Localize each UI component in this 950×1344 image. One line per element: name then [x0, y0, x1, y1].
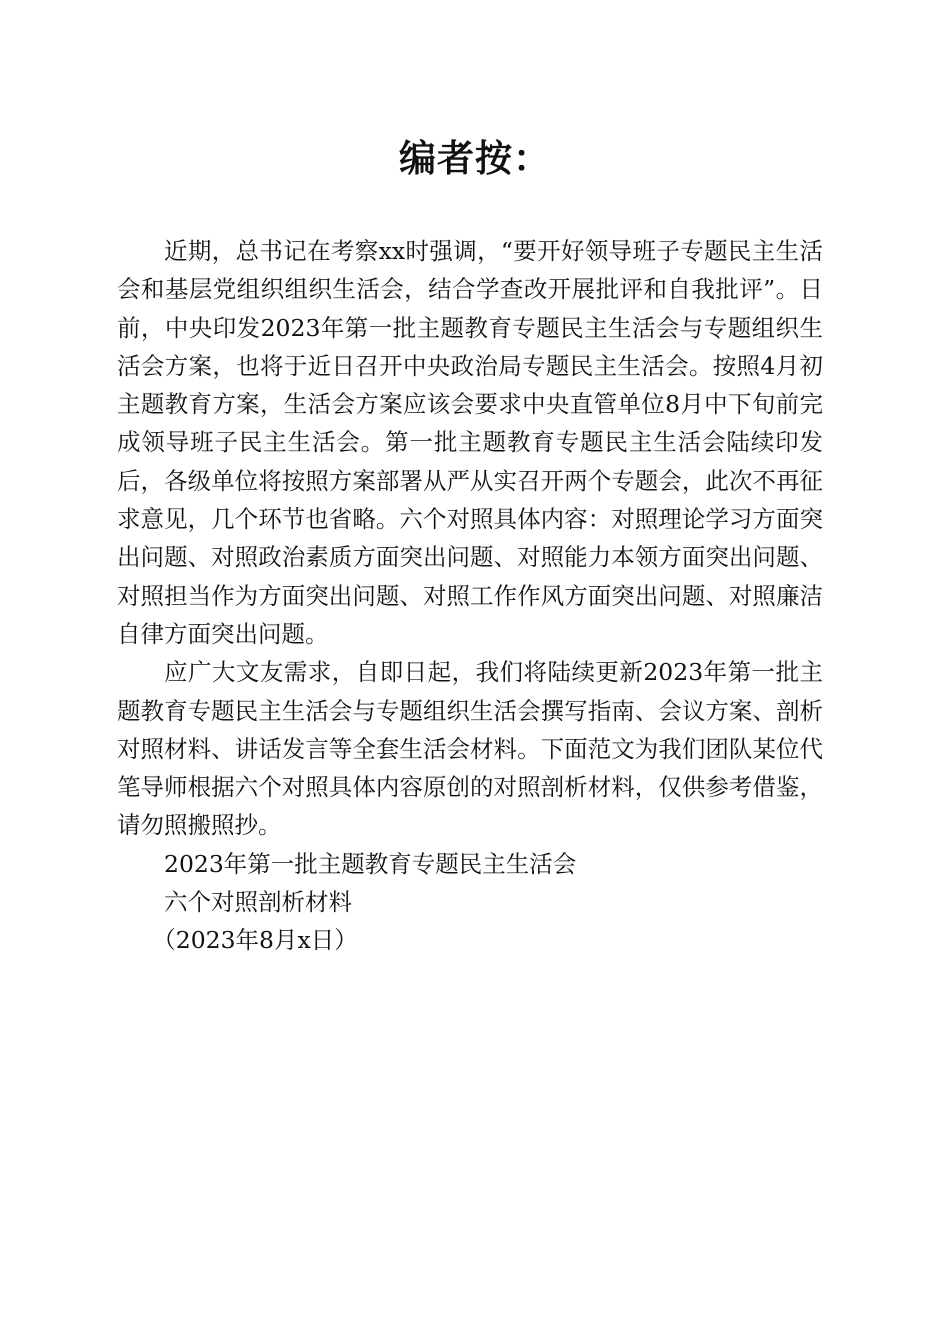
paragraph-notice: 应广大文友需求，自即日起，我们将陆续更新2023年第一批主题教育专题民主生活会与专题组织生活会撰写指南、会议方案、剖析对照材料、讲话发言等全套生活会材料。下面范文为我们团队某位代笔导师根据六个对照具体内容原创的对照剖析材料，仅供参考借鉴，请勿照搬照抄。 — [117, 658, 823, 840]
paragraph-intro: 近期，总书记在考察xx时强调，“要开好领导班子专题民主生活会和基层党组织组织生活会，结合学查改开展批评和自我批评”。日前，中央印发2023年第一批主题教育专题民主生活会与专题组织生活会方案，也将于近日召开中央政治局专题民主生活会。按照4月初主题教育方案，生活会方案应该会要求中央直管单位8月中下旬前完成领导班子民主生活会。第一批主题教育专题民主生活会陆续印发后，各级单位将按照方案部署从严从实召开两个专题会，此次不再征求意见，几个环节也省略。六个对照具体内容：对照理论学习方面突出问题、对照政治素质方面突出问题、对照能力本领方面突出问题、对照担当作为方面突出问题、对照工作作风方面突出问题、对照廉洁自律方面突出问题。 — [117, 237, 823, 648]
material-heading-line-1: 2023年第一批主题教育专题民主生活会 — [164, 849, 577, 878]
document-body — [117, 232, 823, 960]
material-heading-line-2: 六个对照剖析材料 — [164, 888, 352, 917]
page-title: 编者按： — [399, 136, 551, 180]
material-date: （2023年8月x日） — [152, 926, 358, 955]
